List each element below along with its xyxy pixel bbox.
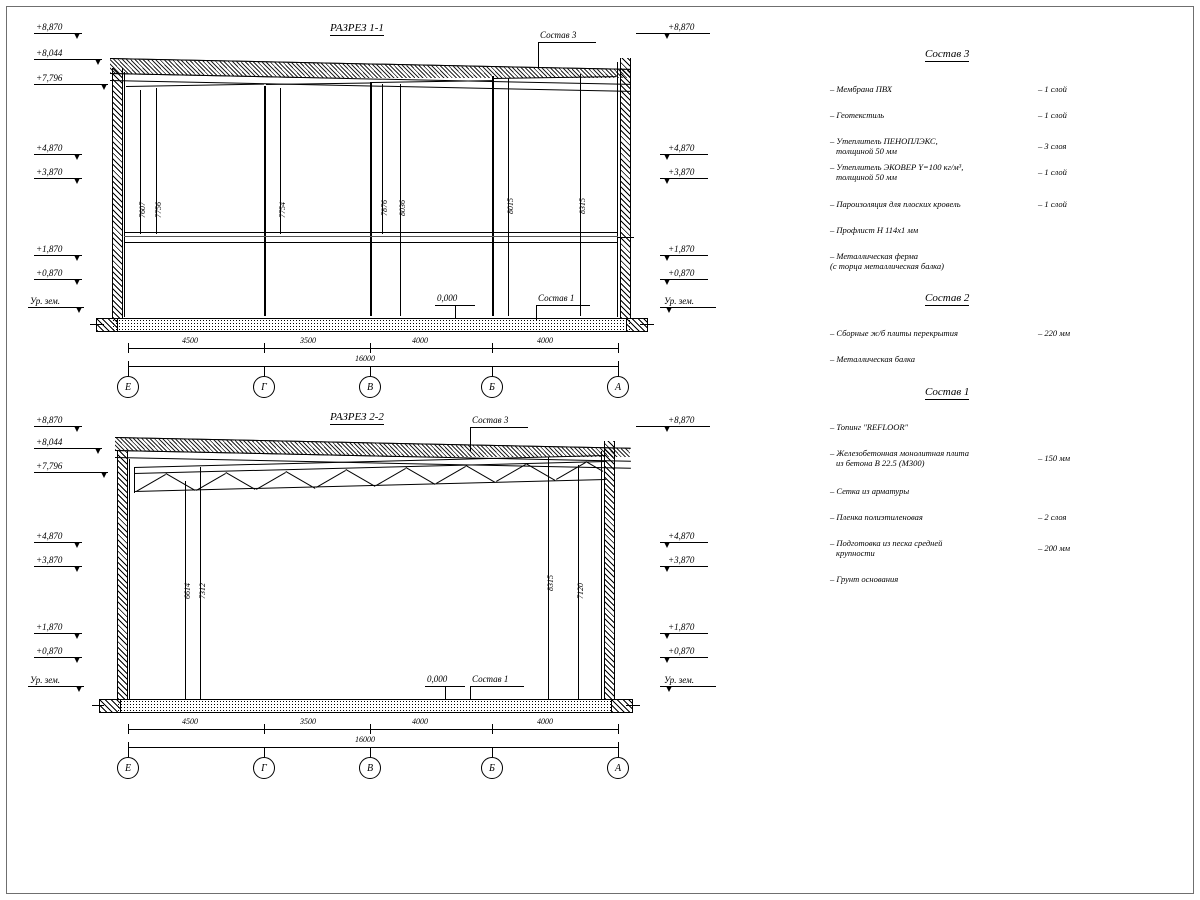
legend-row: – Топинг "REFLOOR" xyxy=(830,422,909,432)
dimension: 4000 xyxy=(412,717,428,726)
level-mark-ground: Ур. зем. xyxy=(30,675,60,685)
axis-bubble: В xyxy=(359,757,381,779)
legend-row: – Сетка из арматуры xyxy=(830,486,910,496)
legend-title: Состав 1 xyxy=(925,386,970,398)
axis-bubble: Е xyxy=(117,376,139,398)
height-dim: 8315 xyxy=(578,198,587,214)
level-mark: +0,870 xyxy=(668,646,695,656)
zero-level-label: 0,000 xyxy=(427,674,448,684)
section-2-2-title: РАЗРЕЗ 2-2 xyxy=(330,411,384,423)
legend-value: – 150 мм xyxy=(1038,453,1071,463)
legend-row-second-line: крупности xyxy=(836,548,875,558)
legend-row: – Сборные ж/б плиты перекрытия xyxy=(830,328,958,338)
legend-row-second-line: толщиной 50 мм xyxy=(836,146,897,156)
foundation-right xyxy=(611,699,633,713)
wall-left xyxy=(117,451,128,699)
legend-row: – Пароизоляция для плоских кровель xyxy=(830,199,961,209)
level-mark: +8,870 xyxy=(668,415,695,425)
column xyxy=(264,86,266,316)
height-dim: 6614 xyxy=(183,583,192,599)
level-mark-ground: Ур. зем. xyxy=(30,296,60,306)
height-dim: 7756 xyxy=(154,202,163,218)
level-mark: +0,870 xyxy=(36,646,63,656)
level-mark: +8,870 xyxy=(668,22,695,32)
level-mark: +0,870 xyxy=(668,268,695,278)
level-mark: +3,870 xyxy=(668,555,695,565)
level-mark: +4,870 xyxy=(668,531,695,541)
legend-value: – 1 слой xyxy=(1038,84,1067,94)
legend-value: – 2 слоя xyxy=(1038,512,1067,522)
section-1-1 xyxy=(0,0,760,400)
level-mark: +3,870 xyxy=(36,555,63,565)
level-mark: +8,044 xyxy=(36,48,63,58)
level-mark: +7,796 xyxy=(36,461,63,471)
foundation-left xyxy=(96,318,118,332)
level-mark: +4,870 xyxy=(36,143,63,153)
legend-row-second-line: толщиной 50 мм xyxy=(836,172,897,182)
level-mark: +3,870 xyxy=(668,167,695,177)
legend-row: – Железобетонная монолитная плита xyxy=(830,448,969,458)
legend-row-second-line: (с торца металлическая балка) xyxy=(830,261,944,271)
floor-callout-label: Состав 1 xyxy=(538,293,575,303)
foundation-left xyxy=(99,699,121,713)
legend-value: – 1 слой xyxy=(1038,199,1067,209)
dimension-total: 16000 xyxy=(355,354,375,363)
legend-value: – 3 слоя xyxy=(1038,141,1067,151)
roof-callout-label: Состав 3 xyxy=(472,415,509,425)
level-mark: +8,044 xyxy=(36,437,63,447)
dimension: 4000 xyxy=(412,336,428,345)
dimension: 4000 xyxy=(537,336,553,345)
height-dim: 7754 xyxy=(278,202,287,218)
roof-callout-label: Состав 3 xyxy=(540,30,577,40)
axis-bubble: В xyxy=(359,376,381,398)
section-2-2 xyxy=(0,395,760,795)
axis-bubble: Е xyxy=(117,757,139,779)
column xyxy=(370,82,372,316)
level-mark-ground: Ур. зем. xyxy=(664,675,694,685)
legend-row: – Подготовка из песка средней xyxy=(830,538,943,548)
axis-bubble: Б xyxy=(481,376,503,398)
height-dim: 7312 xyxy=(198,583,207,599)
legend-row: – Профлист Н 114х1 мм xyxy=(830,225,919,235)
axis-bubble: А xyxy=(607,757,629,779)
zero-level-label: 0,000 xyxy=(437,293,458,303)
level-mark: +3,870 xyxy=(36,167,63,177)
height-dim: 8015 xyxy=(506,198,515,214)
foundation-right xyxy=(626,318,648,332)
dimension: 4000 xyxy=(537,717,553,726)
legend-row: – Утеплитель ПЕНОПЛЭКС, xyxy=(830,136,938,146)
column xyxy=(492,76,494,316)
wall-left xyxy=(112,68,123,318)
legend-row: – Грунт основания xyxy=(830,574,899,584)
dimension: 3500 xyxy=(300,336,316,345)
section-1-1-title: РАЗРЕЗ 1-1 xyxy=(330,22,384,34)
level-mark-ground: Ур. зем. xyxy=(664,296,694,306)
level-mark: +8,870 xyxy=(36,22,63,32)
legend-value: – 1 слой xyxy=(1038,167,1067,177)
legend-title: Состав 3 xyxy=(925,48,970,60)
axis-bubble: Г xyxy=(253,757,275,779)
level-mark: +7,796 xyxy=(36,73,63,83)
level-mark: +1,870 xyxy=(36,622,63,632)
legend-row: – Геотекстиль xyxy=(830,110,885,120)
floor-callout-label: Состав 1 xyxy=(472,674,509,684)
legend-value: – 1 слой xyxy=(1038,110,1067,120)
legend-value: – 220 мм xyxy=(1038,328,1071,338)
dimension: 4500 xyxy=(182,336,198,345)
wall-right xyxy=(620,58,631,318)
height-dim: 8315 xyxy=(546,575,555,591)
legend-value: – 200 мм xyxy=(1038,543,1071,553)
legend-row: – Мембрана ПВХ xyxy=(830,84,892,94)
dimension: 3500 xyxy=(300,717,316,726)
legend-row: – Пленка полиэтиленовая xyxy=(830,512,923,522)
legend-title: Состав 2 xyxy=(925,292,970,304)
level-mark: +0,870 xyxy=(36,268,63,278)
axis-bubble: А xyxy=(607,376,629,398)
legend-row: – Металлическая ферма xyxy=(830,251,919,261)
legend-row: – Утеплитель ЭКОВЕР Y=100 кг/м³, xyxy=(830,162,964,172)
dimension-total: 16000 xyxy=(355,735,375,744)
floor-assembly xyxy=(117,699,613,713)
legend-row-second-line: из бетона В 22.5 (М300) xyxy=(836,458,925,468)
level-mark: +1,870 xyxy=(668,622,695,632)
height-dim: 7120 xyxy=(576,583,585,599)
axis-bubble: Б xyxy=(481,757,503,779)
level-mark: +4,870 xyxy=(668,143,695,153)
legend-row: – Металлическая балка xyxy=(830,354,915,364)
floor-assembly xyxy=(112,318,630,332)
level-mark: +4,870 xyxy=(36,531,63,541)
level-mark: +1,870 xyxy=(668,244,695,254)
level-mark: +1,870 xyxy=(36,244,63,254)
height-dim: 8036 xyxy=(398,200,407,216)
height-dim: 7607 xyxy=(138,202,147,218)
level-mark: +8,870 xyxy=(36,415,63,425)
height-dim: 7876 xyxy=(380,200,389,216)
axis-bubble: Г xyxy=(253,376,275,398)
dimension: 4500 xyxy=(182,717,198,726)
